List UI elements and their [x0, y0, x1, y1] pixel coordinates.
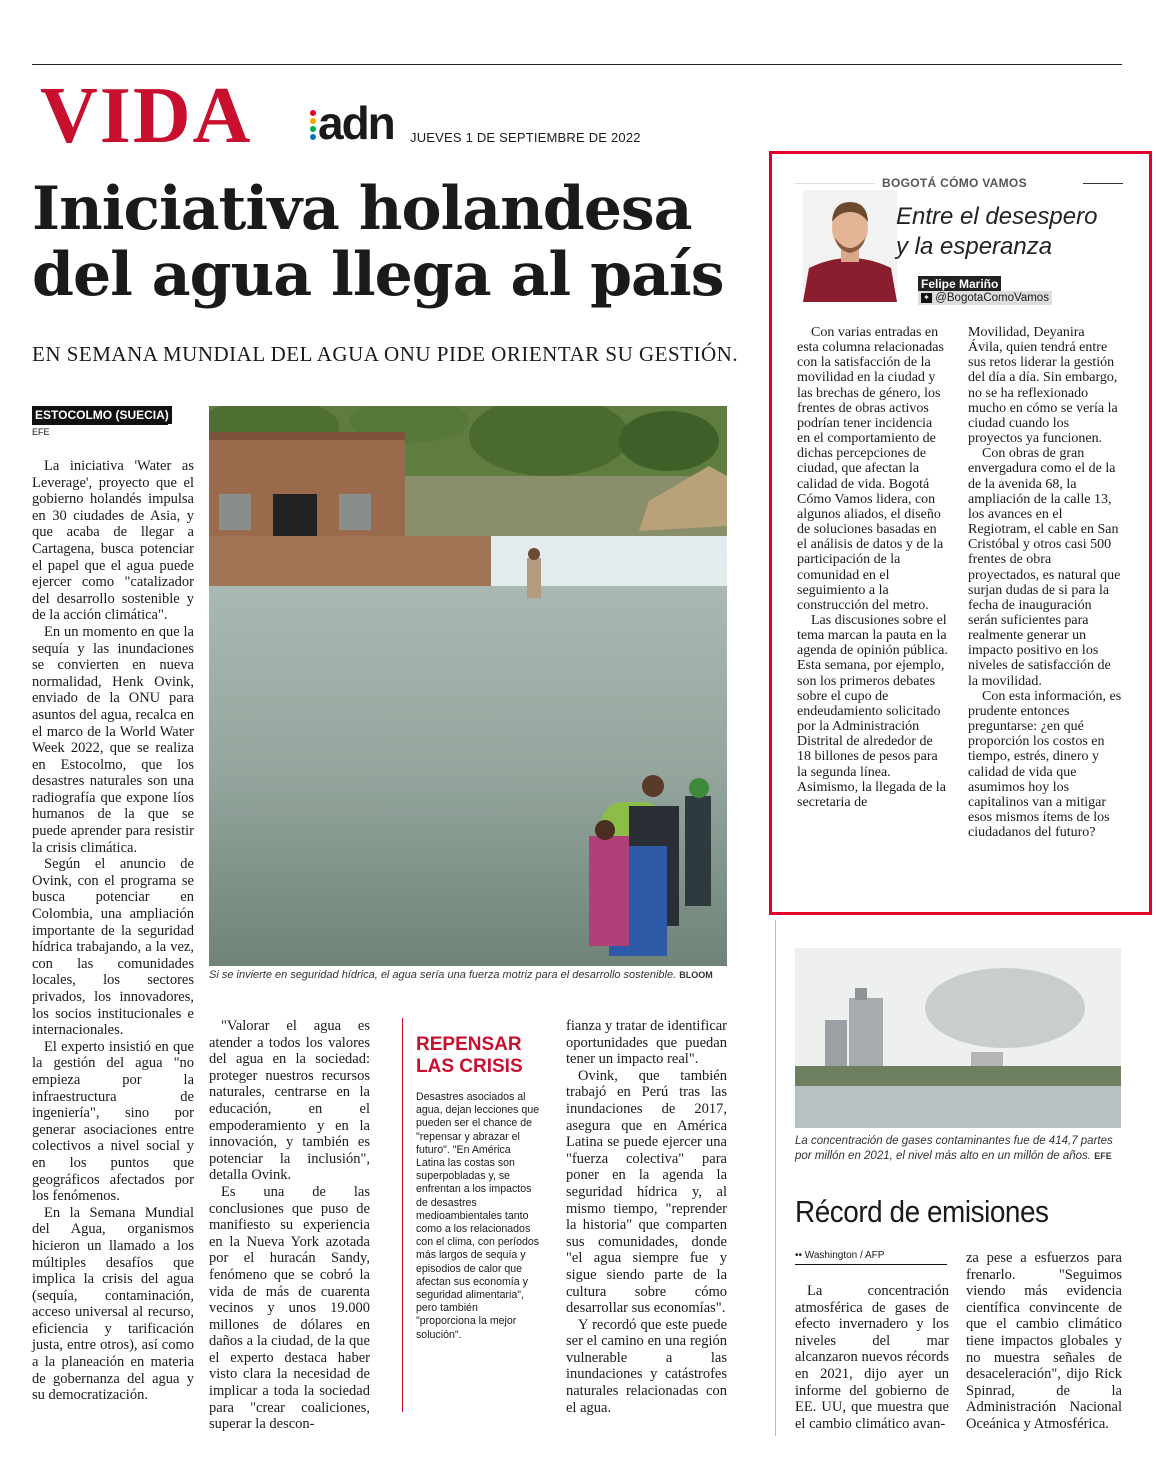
title-line: y la esperanza: [896, 233, 1053, 260]
article-column-4: [566, 1018, 727, 1416]
logo-dot: [310, 118, 316, 124]
paragraph: El experto insistió en que la gestión del agua "no empieza por la infraestructura de ingeniería", sino por generar asociaciones entre colectivos a nivel social y en los puntos que geográficos afectados por los fenómenos.: [32, 1038, 194, 1205]
sidebar-box-text: Desastres asociados al agua, dejan lecciones que pueden ser el chance de "repensar y abrazar el futuro". "En América Latina las costas son superpobladas y, se enfrentan a los impactos de desastres medioambientales tanto como a los relacionados con el clima, con períodos más largos de sequía y episodios de calor que afectan sus economía y seguridad alimentaria", pero también "proporciona la mejor solución".: [416, 1091, 540, 1341]
paragraph: Y recordó que este puede ser el camino en una región vulnerable a las inundaciones y catástrofes naturales relacionadas con el agua.: [566, 1316, 727, 1416]
kicker-rule-left: [795, 183, 875, 184]
opinion-title: [896, 202, 1097, 262]
box-title-line: REPENSAR: [416, 1034, 522, 1055]
skyline-caption: [795, 1134, 1121, 1164]
paragraph: Con esta información, es prudente entonces preguntarse: ¿en qué proporción los costos en tiempo, estrés, dinero y calidad de vida que asumimos hoy los capitalinos van a mitigar esos mismos ítems de los ciudadanos del futuro?: [968, 688, 1122, 841]
title-line: Entre el desespero: [896, 203, 1098, 230]
paragraph: Es una de las conclusiones que puso de manifiesto su experiencia en la Nueva York azotada por el huracán Sandy, fenómeno que se cobró la vida de más de cuarenta vecinos y unos 19.000 millones de dólares en daños a la ciudad, de la que el experto destaca haber visto clara la necesidad de implicar a toda la sociedad para "crear coaliciones, superar la descon-: [209, 1183, 370, 1433]
paragraph: Movilidad, Deyanira Ávila, quien tendrá entre sus retos liderar la gestión del día a día. Sin embargo, no se ha reflexionado mucho en cómo se vería la ciudad cuando los proyectos ya funcionen.: [968, 325, 1118, 447]
caption-text: Si se invierte en seguridad hídrica, el agua sería una fuerza motriz para el desarrollo sostenible.: [209, 969, 677, 981]
column-divider: [775, 920, 776, 1436]
article-column-2: [209, 1018, 370, 1433]
paragraph: za pese a esfuerzos para frenarlo. "Seguimos viendo más evidencia científica convincente de que el cambio climático tiene impactos globales y no muestra señales de desaceleración", dijo Rick Spinrad, de la Administración Nacional Oceánica y Atmosférica.: [966, 1250, 1122, 1432]
logo-dot: [310, 110, 316, 116]
issue-date: JUEVES 1 DE SEPTIEMBRE DE 2022: [410, 130, 641, 145]
headline: Iniciativa holandesa del agua llega al país: [32, 174, 724, 310]
author-photo: [803, 190, 897, 302]
opinion-column-1: [797, 325, 948, 810]
caption-text: La concentración de gases contaminantes fue de 414,7 partes por millón en 2021, el nivel más alto en un millón de años.: [795, 1135, 1113, 1162]
paragraph: Con varias entradas en esta columna relacionadas con la satisfacción de la movilidad en la ciudad y las brechas de género, los frentes de obras activos podrían tener incidencia en el comportamiento de dichas percepciones de ciudad, que afectan la calidad de vida. Bogotá Cómo Vamos lidera, con algunos aliados, el diseño de soluciones basadas en el análisis de datos y de la participación de la comunidad en el seguimiento a la construcción del metro.: [797, 325, 944, 613]
skyline-photo: [795, 948, 1121, 1128]
skyline-illustration: [795, 948, 1121, 1128]
agency-credit: EFE: [32, 427, 50, 437]
paragraph: "Valorar el agua es atender a todos los valores del agua en la sociedad: proteger nuestros recursos naturales, centrarse en la educación, en el empoderamiento y en la innovación, y también es potenciar la inclusión", detalla Ovink.: [209, 1018, 370, 1184]
author-handle[interactable]: [918, 291, 1052, 305]
logo-dot: [310, 126, 316, 132]
photo-credit: BLOOM: [679, 970, 713, 980]
paragraph: La iniciativa 'Water as Leverage', proyecto que el gobierno holandés impulsa en 30 ciudades de Asia, y que acaba de llegar a Cartagena, busca potenciar el papel que el agua puede ejercer como "catalizador del desarrollo sostenible y de la acción climática".: [32, 458, 194, 624]
emissions-dateline: [795, 1250, 884, 1261]
emissions-headline: Récord de emisiones: [795, 1194, 1049, 1229]
opinion-kicker: BOGOTÁ CÓMO VAMOS: [882, 176, 1027, 190]
paragraph: fianza y tratar de identificar oportunidades que puedan tener un impacto real".: [566, 1018, 728, 1068]
article-column-1: [32, 458, 194, 1404]
subheadline: EN SEMANA MUNDIAL DEL AGUA ONU PIDE ORIENTAR SU GESTIÓN.: [32, 342, 739, 366]
box-title-line: LAS CRISIS: [416, 1056, 523, 1077]
flood-illustration: [209, 406, 727, 966]
paragraph: Las discusiones sobre el tema marcan la pauta en la agenda de opinión pública. Esta semana, por ejemplo, son los primeros debates sobre el cupo de endeudamiento solicitado por la Administración Distrital de alrededor de 18 billones de pesos para la segunda línea. Asimismo, la llegada de la secretaria de: [797, 612, 948, 810]
paragraph: En un momento en que la sequía y las inundaciones se convierten en nueva normalidad, Henk Ovink, enviado de la ONU para asuntos del agua, recalca en el marco de la World Water Week 2022, que se realiza en Estocolmo, que los desastres naturales son una radiografía que expone líos humanos de la que se puede aprender para resistir la crisis climática.: [32, 623, 194, 856]
logo-dots: [310, 110, 316, 142]
paragraph: La concentración atmosférica de gases de efecto invernadero y los niveles del mar alcanzaron nuevos récords en 2021, dijo ayer un informe del gobierno de EE. UU, que muestra que el cambio climático avan-: [795, 1283, 949, 1432]
emissions-column-2: [966, 1250, 1122, 1433]
adn-logo[interactable]: adn: [318, 97, 394, 149]
box-divider: [402, 1018, 403, 1412]
author-name: Felipe Mariño: [918, 276, 1001, 292]
photo-caption: [209, 969, 727, 981]
paragraph: Con obras de gran envergadura como el de la de la avenida 68, la ampliación de la calle 13, los avances en el Regiotram, el cable en San Cristóbal y otros casi 500 frentes de obra proyectados, es natural que surjan dudas de si para la fecha de inauguración serán suficientes para realmente generar un impacto positivo en los niveles de satisfacción de la movilidad.: [968, 446, 1121, 689]
paragraph: Ovink, que también trabajó en Perú tras las inundaciones de 2017, asegura que en América Latina se puede ejercer una "fuerza colectiva" para poner en la agenda la seguridad hídrica y, al mismo tiempo, "reprender la historia" que comparten sus comunidades, donde "el agua siempre fue y sigue siendo parte de la cultura sobre cómo desarrollar sus economías".: [566, 1067, 727, 1317]
handle-text: @BogotaComoVamos: [935, 292, 1049, 304]
flood-photo: [209, 406, 727, 966]
dateline-rule: [795, 1264, 947, 1265]
sidebar-box-title: [416, 1034, 523, 1078]
opinion-column-2: [968, 325, 1122, 840]
paragraph: Según el anuncio de Ovink, con el programa se busca potenciar en Colombia, una ampliación importante de la seguridad hídrica trabajando, a la vez, con las comunidades locales, los sectores privados, los innovadores, los socios institucionales e internacionales.: [32, 856, 194, 1039]
author-portrait: [803, 190, 897, 302]
twitter-icon: ✦: [921, 293, 932, 303]
logo-dot: [310, 134, 316, 140]
dateline: ESTOCOLMO (SUECIA): [32, 406, 172, 424]
bullet-icon: ••: [795, 1250, 805, 1261]
top-rule: [32, 64, 1122, 65]
emissions-column-1: [795, 1283, 949, 1432]
section-title: VIDA: [40, 72, 253, 160]
photo-credit: EFE: [1094, 1151, 1112, 1161]
paragraph: En la Semana Mundial del Agua, organismos hicieron un llamado a los múltiples desafíos que implica la crisis del agua (sequía, contaminación, acceso universal al recurso, eficiencia y tarificación justa, entre otros), así como a la planeación en materia de gobernanza del agua y su democratización.: [32, 1204, 194, 1404]
dateline-rule: [32, 424, 168, 425]
kicker-rule-right: [1083, 183, 1123, 184]
dateline-text: Washington / AFP: [804, 1250, 885, 1261]
